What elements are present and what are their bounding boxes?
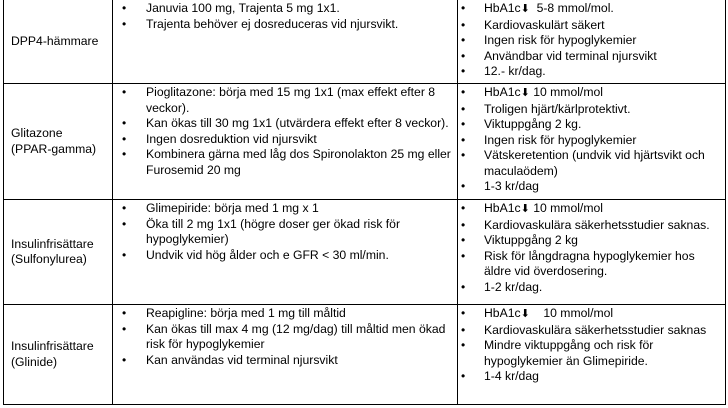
bullet-icon: • [122,201,127,215]
bullet-icon: • [461,132,466,147]
effect-text: Användbar vid terminal njursvikt [484,48,657,63]
bullet-icon: • [122,216,127,231]
bullet-icon: • [461,217,466,232]
bullet-icon: • [122,85,127,99]
dosing-cell [113,0,458,84]
dosing-list [113,84,457,179]
bullet-icon: • [461,279,466,294]
bullet-icon: • [461,101,466,116]
table-row [4,305,726,405]
effect-text: Ingen risk för hypoglykemier [484,132,637,147]
bullet-icon: • [122,147,127,161]
drug-class-name: Insulinfrisättare [11,236,94,251]
bullet-icon: • [122,1,127,15]
bullet-icon: • [461,17,466,32]
list-item [113,147,453,178]
list-item [113,132,453,148]
list-item [113,17,453,33]
effect-text: Troligen hjärt/kärlprotektivt. [484,101,631,116]
list-item [458,249,721,280]
effect-value: 10 mmol/mol [529,201,603,215]
list-item [458,179,721,195]
bullet-icon: • [122,131,127,146]
dosing-text: Ingen dosreduktion vid njursvikt [146,131,317,146]
list-item [113,322,453,353]
list-item [458,85,721,102]
effect-label: HbA1c [484,1,521,15]
bullet-icon: • [461,201,466,215]
effects-cell [458,0,726,84]
effect-text: Kardiovaskulära säkerhetsstudier saknas. [484,217,710,232]
effect-text: Mindre viktuppgång och risk för hypoglykemier än Glimepiride. [484,338,654,368]
list-item [113,217,453,248]
dosing-text: Öka till 2 mg 1x1 (högre doser ger ökad risk för hypoglykemier) [146,216,401,246]
bullet-icon: • [122,306,127,320]
list-item [458,1,721,18]
list-item [458,18,721,34]
drug-class-cell [4,200,113,305]
effect-label: HbA1c [484,85,521,99]
drug-comparison-table [3,0,726,405]
effect-text: 1-2 kr/dag. [484,279,543,294]
dosing-cell [113,200,458,305]
dosing-text: Glimepiride: börja med 1 mg x 1 [146,201,319,215]
dosing-text: Kan ökas till max 4 mg (12 mg/dag) till måltid men ökad risk för hypoglykemier [146,321,446,351]
effects-list [458,84,725,196]
effect-text: 1-3 kr/dag [484,179,539,193]
list-item [458,306,721,323]
arrow-down-icon: ⬇ [520,308,530,320]
list-item [458,49,721,65]
bullet-icon: • [461,248,466,263]
bullet-icon: • [461,64,466,78]
list-item [113,248,453,264]
bullet-icon: • [461,85,466,99]
bullet-icon: • [461,233,466,247]
dosing-cell [113,84,458,200]
drug-class-name: (PPAR-gamma) [11,141,97,156]
list-item [458,64,721,80]
drug-class-cell [4,84,113,200]
dosing-text: Kan användas vid terminal njursvikt [146,352,338,367]
drug-class-name: Insulinfrisättare [11,339,94,353]
dosing-text: Januvia 100 mg, Trajenta 5 mg 1x1. [146,1,340,15]
list-item [458,323,721,339]
drug-class-cell [4,305,113,405]
bullet-icon: • [461,322,466,337]
dosing-text: Trajenta behöver ej dosreduceras vid njursvikt. [146,16,399,31]
list-item [458,280,721,296]
effect-text: Kardiovaskulärt säkert [484,17,605,32]
table-row [4,200,726,305]
dosing-text: Undvik vid hög ålder och e GFR < 30 ml/min. [146,247,389,262]
list-item [113,85,453,116]
bullet-icon: • [461,369,466,383]
list-item [113,1,453,17]
arrow-down-icon: ⬇ [520,87,530,99]
dosing-cell [113,305,458,405]
effect-text: 12.- kr/dag. [484,64,546,78]
list-item [458,218,721,234]
effect-value: 5-8 mmol/mol. [529,1,614,15]
drug-class-name: DPP4-hämmare [11,33,99,48]
drug-class-name: (Sulfonylurea) [11,252,87,266]
bullet-icon: • [461,148,466,162]
dosing-list [113,200,457,264]
list-item [458,338,721,369]
list-item [458,33,721,49]
effect-label: HbA1c [484,306,521,320]
list-item [458,102,721,118]
list-item [113,306,453,322]
list-item [458,133,721,149]
effect-label: HbA1c [484,201,521,215]
list-item [113,116,453,132]
list-item [458,148,721,179]
bullet-icon: • [461,338,466,352]
effect-text: Vätskeretention (undvik vid hjärtsvikt och maculaödem) [484,148,705,178]
effect-text: Viktuppgång 2 kg. [484,117,582,131]
bullet-icon: • [461,117,466,131]
arrow-down-icon: ⬇ [520,203,530,215]
list-item [458,369,721,385]
list-item [113,201,453,217]
table-body [4,0,726,405]
drug-class-cell [4,0,113,84]
dosing-text: Reapigline: börja med 1 mg till måltid [146,306,346,320]
dosing-text: Kombinera gärna med låg dos Spironolakton 25 mg eller Furosemid 20 mg [146,147,451,177]
bullet-icon: • [122,16,127,31]
bullet-icon: • [461,179,466,193]
dosing-list [113,0,457,33]
effect-value: 10 mmol/mol [529,306,614,320]
bullet-icon: • [461,48,466,63]
dosing-list [113,305,457,369]
bullet-icon: • [122,321,127,336]
bullet-icon: • [122,116,127,130]
effects-list [458,305,725,386]
list-item [458,117,721,133]
effects-cell [458,84,726,200]
dosing-text: Pioglitazone: börja med 15 mg 1x1 (max effekt efter 8 veckor). [146,85,436,115]
effects-cell [458,200,726,305]
effects-list [458,0,725,81]
dosing-text: Kan ökas till 30 mg 1x1 (utvärdera effekt efter 8 veckor). [146,116,449,130]
bullet-icon: • [122,247,127,262]
drug-class-name: Glitazone [11,126,63,140]
bullet-icon: • [122,352,127,367]
effect-text: Ingen risk för hypoglykemier [484,33,637,47]
bullet-icon: • [461,306,466,320]
effect-text: Viktuppgång 2 kg [484,233,578,247]
bullet-icon: • [461,1,466,15]
list-item [458,233,721,249]
arrow-down-icon: ⬇ [520,3,530,15]
effect-text: 1-4 kr/dag [484,369,539,383]
table-row [4,0,726,84]
effect-value: 10 mmol/mol [529,85,603,99]
table-row [4,84,726,200]
drug-class-name: (Glinide) [11,354,58,369]
effects-list [458,200,725,296]
list-item [113,353,453,369]
bullet-icon: • [461,33,466,47]
effects-cell [458,305,726,405]
effect-text: Kardiovaskulära säkerhetsstudier saknas [484,322,707,337]
effect-text: Risk för långdragna hypoglykemier hos äldre vid överdosering. [484,248,695,278]
list-item [458,201,721,218]
